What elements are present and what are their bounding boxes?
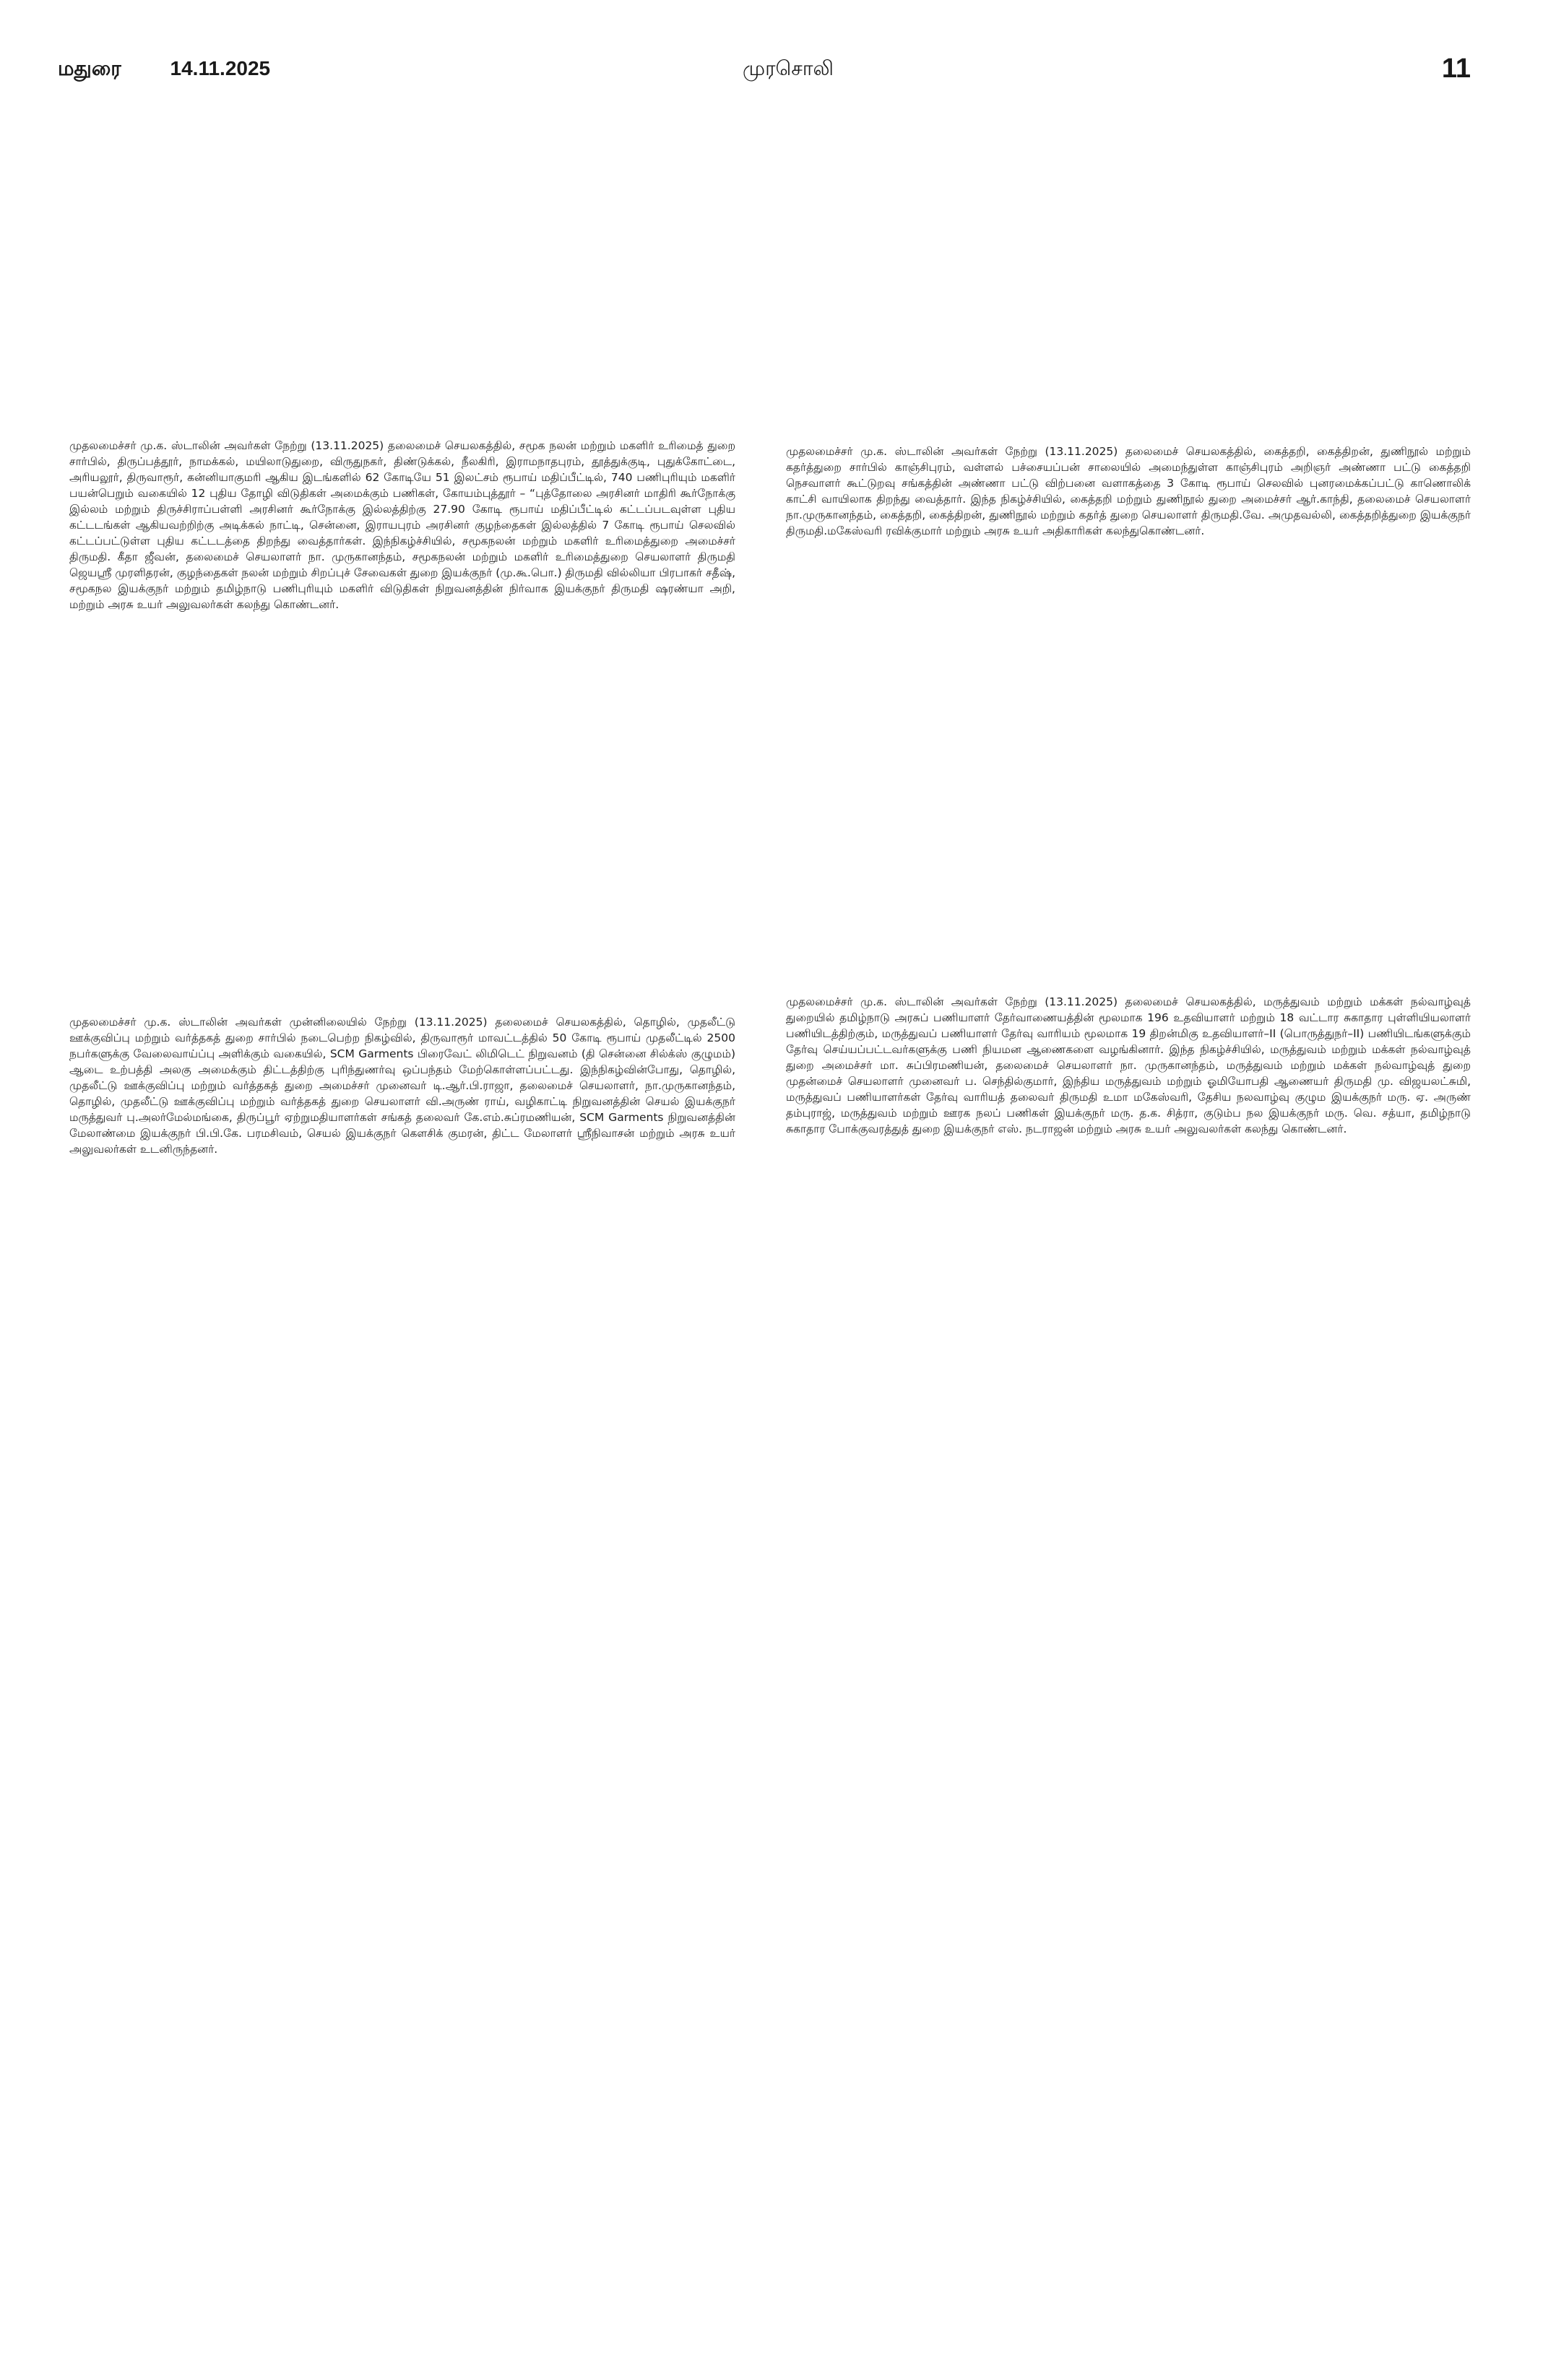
photo-caption-health: முதலமைச்சர் மு.க. ஸ்டாலின் அவர்கள் நேற்று (13.11.2025) தலைமைச் செயலகத்தில், மருத்துவம் மற்றும் மக்கள் நல்வாழ்வுத் துறையில் தமிழ்நாடு அரசுப் பணியாளர் தேர்வாணையத்தின் மூலமாக 196 உதவியாளர் மற்றும் 18 வட்டார சுகாதார புள்ளியியலாளர் பணியிடத்திற்கும், மருத்துவப் பணியாளர் தேர்வு வாரியம் மூலமாக 19 திறன்மிகு உதவியாளர்–II (பொருத்துநர்–II) பணியிடங்களுக்கும் தேர்வு செய்யப்பட்டவர்களுக்கு பணி நியமன ஆணைகளை வழங்கினார். இந்த நிகழ்ச்சியில், மருத்துவம் மற்றும் மக்கள் நல்வாழ்வுத் துறை அமைச்சர் மா. சுப்பிரமணியன், தலைமைச் செயலாளர் நா. முருகானந்தம், மருத்துவம் மற்றும் மக்கள் நல்வாழ்வுத் துறை முதன்மைச் செயலாளர் முனைவர் ப. செந்தில்குமார், இந்திய மருத்துவம் மற்றும் ஓமியோபதி ஆணையர் திருமதி மு. விஜயலட்சுமி, மருத்துவப் பணியாளர்கள் தேர்வு வாரியத் தலைவர் திருமதி உமா மகேஸ்வரி, தேசிய நலவாழ்வு குழும இயக்குநர் மரு. ஏ. அருண் தம்புராஜ், மருத்துவம் மற்றும் ஊரக நலப் பணிகள் இயக்குநர் மரு. த.க. சித்ரா, குடும்ப நல இயக்குநர் மரு. வெ. சத்யா, தமிழ்நாடு சுகாதார போக்குவரத்துத் துறை இயக்குநர் எஸ். நடராஜன் மற்றும் அரசு உயர் அலுவலர்கள் கலந்து கொண்டனர்.: [786, 995, 1471, 1135]
photo-caption-social-welfare: முதலமைச்சர் மு.க. ஸ்டாலின் அவர்கள் நேற்று (13.11.2025) தலைமைச் செயலகத்தில், சமூக நலன் மற்றும் மகளிர் உரிமைத் துறை சார்பில், திருப்பத்தூர், நாமக்கல், மயிலாடுதுறை, விருதுநகர், திண்டுக்கல், நீலகிரி, இராமநாதபுரம், தூத்துக்குடி, புதுக்கோட்டை, அரியலூர், திருவாரூர், கன்னியாகுமரி ஆகிய இடங்களில் 62 கோடியே 51 இலட்சம் ரூபாய் மதிப்பீட்டில், 740 பணிபுரியும் மகளிர் பயன்பெறும் வகையில் 12 புதிய தோழி விடுதிகள் அமைக்கும் பணிகள், கோயம்புத்தூர் – “புத்தோலை அரசினர் மாதிரி கூர்நோக்கு இல்லம் மற்றும் திருச்சிராப்பள்ளி அரசினர் கூர்நோக்கு இல்லத்திற்கு 27.90 கோடி ரூபாய் மதிப்பீட்டில் கட்டப்படவுள்ள புதிய கட்டடங்கள் ஆகியவற்றிற்கு அடிக்கல் நாட்டி, சென்னை, இராயபுரம் அரசினர் குழந்தைகள் இல்லத்தில் 7 கோடி ரூபாய் செலவில் கட்டப்பட்டுள்ள புதிய கட்டடத்தை திறந்து வைத்தார்கள். இந்நிகழ்ச்சியில், சமூகநலன் மற்றும் மகளிர் உரிமைத்துறை அமைச்சர் திருமதி. கீதா ஜீவன், தலைமைச் செயலாளர் நா. முருகானந்தம், சமூகநலன் மற்றும் மகளிர் உரிமைத்துறை செயலாளர் திருமதி ஜெயஸ்ரீ முரளிதரன், குழந்தைகள் நலன் மற்றும் சிறப்புச் சேவைகள் துறை இயக்குநர் (மு.கூ.பொ.) திருமதி வில்லியா பிரபாகர் சதீஷ், சமூகநல இயக்குநர் மற்றும் தமிழ்நாடு பணிபுரியும் மகளிர் விடுதிகள் நிறுவனத்தின் நிர்வாக இயக்குநர் திருமதி ஷரண்யா அறி, மற்றும் அரசு உயர் அலுவலர்கள் கலந்து கொண்டனர்.: [69, 439, 736, 611]
masthead-left: [58, 56, 270, 83]
photo-caption-handloom: முதலமைச்சர் மு.க. ஸ்டாலின் அவர்கள் நேற்று (13.11.2025) தலைமைச் செயலகத்தில், கைத்தறி, கைத்திறன், துணிநூல் மற்றும் கதர்த்துறை சார்பில் காஞ்சிபுரம், வள்ளல் பச்சையப்பன் சாலையில் அமைந்துள்ள காஞ்சிபுரம் அறிஞர் அண்ணா பட்டு கைத்தறி நெசவாளர் கூட்டுறவு சங்கத்தின் அண்ணா பட்டு விற்பனை வளாகத்தை 3 கோடி ரூபாய் செலவில் புனரமைக்கப்பட்டு காணொலிக் காட்சி வாயிலாக திறந்து வைத்தார். இந்த நிகழ்ச்சியில், கைத்தறி மற்றும் துணிநூல் துறை அமைச்சர் ஆர்.காந்தி, தலைமைச் செயலாளர் நா.முருகானந்தம், கைத்தறி, கைத்திறன், துணிநூல் மற்றும் கதர்த் துறை செயலாளர் திருமதி.வே. அமுதவல்லி, கைத்தறித்துறை இயக்குநர் திருமதி.மகேஸ்வரி ரவிக்குமார் மற்றும் அரசு உயர் அதிகாரிகள் கலந்துகொண்டனர்.: [786, 445, 1471, 537]
publication-name: முரசொலி: [743, 56, 834, 80]
photo-caption-industries: முதலமைச்சர் மு.க. ஸ்டாலின் அவர்கள் முன்னிலையில் நேற்று (13.11.2025) தலைமைச் செயலகத்தில், தொழில், முதலீட்டு ஊக்குவிப்பு மற்றும் வர்த்தகத் துறை சார்பில் நடைபெற்ற நிகழ்வில், திருவாரூர் மாவட்டத்தில் 50 கோடி ரூபாய் முதலீட்டில் 2500 நபர்களுக்கு வேலைவாய்ப்பு அளிக்கும் வகையில், SCM Garments பிரைவேட் லிமிடெட் நிறுவனம் (தி சென்னை சில்க்ஸ் குழுமம்) ஆடை உற்பத்தி அலகு அமைக்கும் திட்டத்திற்கு புரிந்துணர்வு ஒப்பந்தம் மேற்கொள்ளப்பட்டது. இந்நிகழ்வின்போது, தொழில், முதலீட்டு ஊக்குவிப்பு மற்றும் வர்த்தகத் துறை அமைச்சர் முனைவர் டி.ஆர்.பி.ராஜா, தலைமைச் செயலாளர், நா.முருகானந்தம், தொழில், முதலீட்டு ஊக்குவிப்பு மற்றும் வர்த்தகத் துறை செயலாளர் வி.அருண் ராய், வழிகாட்டி நிறுவனத்தின் செயல் இயக்குநர் மருத்துவர் பு.அலர்மேல்மங்கை, திருப்பூர் ஏற்றுமதியாளர்கள் சங்கத் தலைவர் கே.எம்.சுப்ரமணியன், SCM Garments நிறுவனத்தின் மேலாண்மை இயக்குநர் பி.பி.கே. பரமசிவம், செயல் இயக்குநர் கௌசிக் குமரன், திட்ட மேலாளர் ஸ்ரீநிவாசன் மற்றும் அரசு உயர் அலுவலர்கள் உடனிருந்தனர்.: [69, 1016, 735, 1156]
city-name: மதுரை: [58, 56, 121, 80]
issue-date: 14.11.2025: [170, 57, 271, 79]
page-number: 11: [1441, 53, 1471, 84]
